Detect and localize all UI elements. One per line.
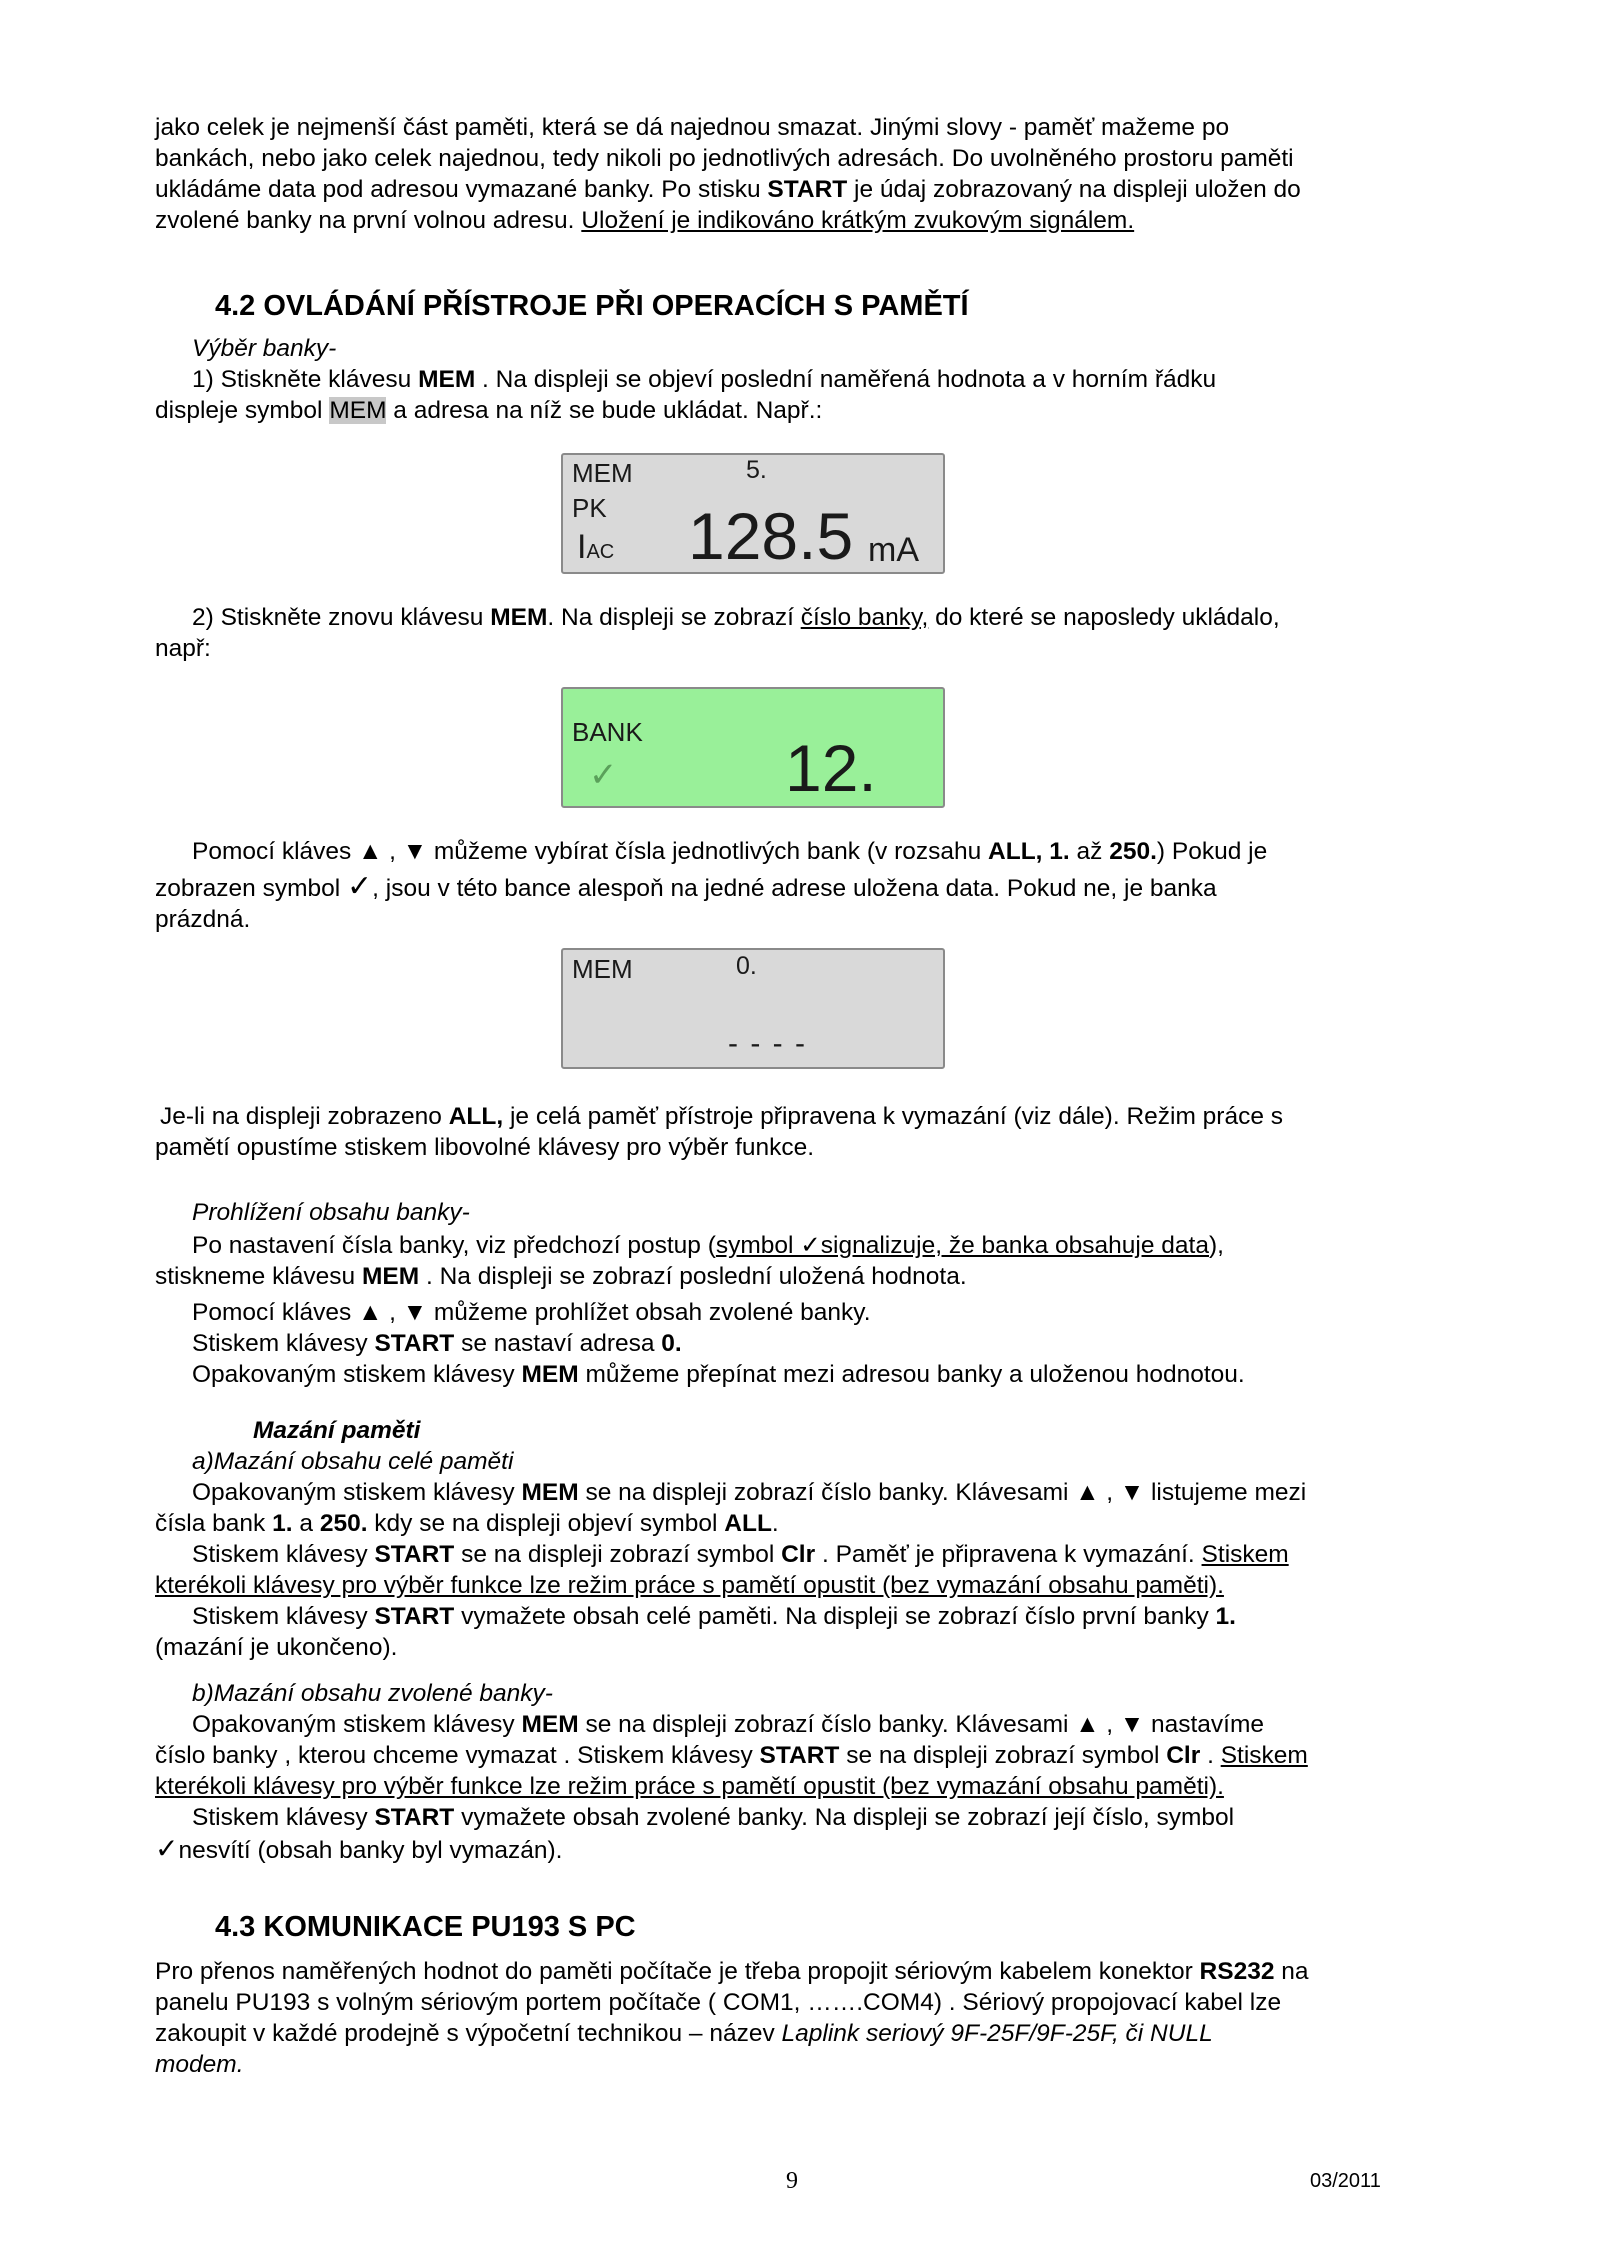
pc-communication-paragraph: [155, 1956, 1440, 2080]
bank-selection-title: Výběr banky-: [192, 335, 337, 362]
pc-line-3: zakoupit v každé prodejně s výpočetní technikou – název Laplink seriový 9F-25F/9F-25F, či NULL: [155, 2020, 1213, 2047]
document-date: 03/2011: [1310, 2170, 1381, 2192]
delete-all-line-1: Opakovaným stiskem klávesy MEM se na displeji zobrazí číslo banky. Klávesami ▲ , ▼ listujeme mezi: [192, 1479, 1307, 1506]
bank-range-line-3: prázdná.: [155, 906, 251, 933]
bank-range-line-2: zobrazen symbol ✓, jsou v této bance alespoň na jedné adrese uložena data. Pokud ne, je banka: [155, 870, 1217, 903]
delete-bank-line-3: kterékoli klávesy pro výběr funkce lze režim práce s pamětí opustit (bez vymazání obsahu paměti).: [155, 1773, 1224, 1800]
delete-all-line-5: Stiskem klávesy START vymažete obsah celé paměti. Na displeji se zobrazí číslo první banky 1.: [192, 1603, 1236, 1630]
bank-range-line-1: Pomocí kláves ▲ , ▼ můžeme vybírat čísla jednotlivých bank (v rozsahu ALL, 1. až 250.) Pokud je: [192, 838, 1268, 865]
delete-all-line-2: čísla bank 1. a 250. kdy se na displeji objeví symbol ALL.: [155, 1510, 779, 1537]
lcd-dashes: - - - -: [728, 1027, 807, 1060]
bank-browse-section: [155, 1197, 1440, 1390]
intro-line-2: bankách, nebo jako celek najednou, tedy nikoli po jednotlivých adresách. Do uvolněného prostoru paměti: [155, 145, 1294, 172]
delete-all-title: a)Mazání obsahu celé paměti: [192, 1448, 514, 1475]
section-heading-4-3: 4.3 KOMUNIKACE PU193 S PC: [215, 1911, 636, 1943]
delete-title: Mazání paměti: [253, 1417, 421, 1444]
browse-line-4: Stiskem klávesy START se nastaví adresa 0.: [192, 1330, 682, 1357]
browse-line-1: Po nastavení čísla banky, viz předchozí postup (symbol ✓signalizuje, že banka obsahuje data),: [192, 1232, 1224, 1259]
lcd-display-bank: [561, 687, 945, 808]
intro-line-3: ukládáme data pod adresou vymazané banky. Po stisku START je údaj zobrazovaný na displeji uložen do: [155, 176, 1301, 203]
delete-bank-line-4: Stiskem klávesy START vymažete obsah zvolené banky. Na displeji se zobrazí její číslo, symbol: [192, 1804, 1235, 1831]
browse-line-2: stiskneme klávesu MEM . Na displeji se zobrazí poslední uložená hodnota.: [155, 1263, 967, 1290]
all-line-2: pamětí opustíme stiskem libovolné klávesy pro výběr funkce.: [155, 1134, 815, 1161]
delete-all-line-4: kterékoli klávesy pro výběr funkce lze režim práce s pamětí opustit (bez vymazání obsahu paměti).: [155, 1572, 1224, 1599]
step-1-line-1: 1) Stiskněte klávesu MEM . Na displeji se objeví poslední naměřená hodnota a v horním řádku: [192, 366, 1217, 393]
check-icon: ✓: [155, 1833, 179, 1864]
section-heading-4-2: 4.2 OVLÁDÁNÍ PŘÍSTROJE PŘI OPERACÍCH S PAMĚTÍ: [215, 290, 969, 322]
intro-line-1: jako celek je nejmenší část paměti, která se dá najednou smazat. Jinými slovy - paměť mažeme po: [155, 114, 1230, 141]
lcd-display-measurement: [561, 453, 945, 574]
page-number: 9: [786, 2168, 798, 2194]
pc-line-1: Pro přenos naměřených hodnot do paměti počítače je třeba propojit sériovým kabelem konektor RS232 na: [155, 1958, 1309, 1985]
lcd-display-empty: [561, 948, 945, 1069]
step-2-paragraph: [155, 602, 1440, 664]
lcd-bank-number: 12.: [785, 731, 877, 805]
bank-range-paragraph: [155, 836, 1440, 935]
memory-delete-section: [155, 1415, 1440, 1866]
intro-line-4: zvolené banky na první volnou adresu. Uložení je indikováno krátkým zvukovým signálem.: [155, 207, 1135, 234]
intro-paragraph: [155, 112, 1440, 236]
check-icon: ✓: [347, 870, 373, 903]
delete-bank-line-5: ✓nesvítí (obsah banky byl vymazán).: [155, 1833, 563, 1864]
delete-all-line-3: Stiskem klávesy START se na displeji zobrazí symbol Clr . Paměť je připravena k vymazání. Stiskem: [192, 1541, 1289, 1568]
lcd-address: 0.: [736, 952, 757, 980]
check-icon: ✓: [589, 756, 618, 794]
all-line-1: Je-li na displeji zobrazeno ALL, je celá paměť přístroje připravena k vymazání (viz dále). Režim práce s: [160, 1103, 1284, 1130]
delete-all-line-6: (mazání je ukončeno).: [155, 1634, 398, 1661]
lcd-mem-label: MEM: [572, 954, 633, 984]
delete-bank-line-1: Opakovaným stiskem klávesy MEM se na displeji zobrazí číslo banky. Klávesami ▲ , ▼ nastavíme: [192, 1711, 1265, 1738]
lcd-mode-label: PK: [572, 493, 607, 523]
all-paragraph: [155, 1101, 1440, 1163]
bank-selection-steps: [155, 333, 1440, 426]
pc-line-2: panelu PU193 s volným sériovým portem počítače ( COM1, …….COM4) . Sériový propojovací kabel lze: [155, 1989, 1282, 2016]
pc-line-4: modem.: [155, 2051, 244, 2078]
lcd-unit: mA: [868, 531, 919, 569]
lcd-current-symbol: IAC: [577, 528, 615, 566]
step-1-line-2: displeje symbol MEM a adresa na níž se bude ukládat. Např.:: [155, 397, 823, 424]
step-2-line-2: např:: [155, 635, 211, 662]
lcd-address: 5.: [746, 456, 767, 484]
lcd-value: 128.5: [688, 499, 854, 573]
lcd-mem-label: MEM: [572, 458, 633, 488]
browse-line-3: Pomocí kláves ▲ , ▼ můžeme prohlížet obsah zvolené banky.: [192, 1299, 871, 1326]
browse-line-5: Opakovaným stiskem klávesy MEM můžeme přepínat mezi adresou banky a uloženou hodnotou.: [192, 1361, 1245, 1388]
bank-browse-title: Prohlížení obsahu banky-: [192, 1199, 470, 1226]
delete-bank-line-2: číslo banky , kterou chceme vymazat . Stiskem klávesy START se na displeji zobrazí symbol Clr . Stiskem: [155, 1742, 1308, 1769]
lcd-bank-label: BANK: [572, 717, 643, 747]
delete-bank-title: b)Mazání obsahu zvolené banky-: [192, 1680, 553, 1707]
step-2-line-1: 2) Stiskněte znovu klávesu MEM. Na displeji se zobrazí číslo banky, do které se naposledy ukládalo,: [192, 604, 1280, 631]
